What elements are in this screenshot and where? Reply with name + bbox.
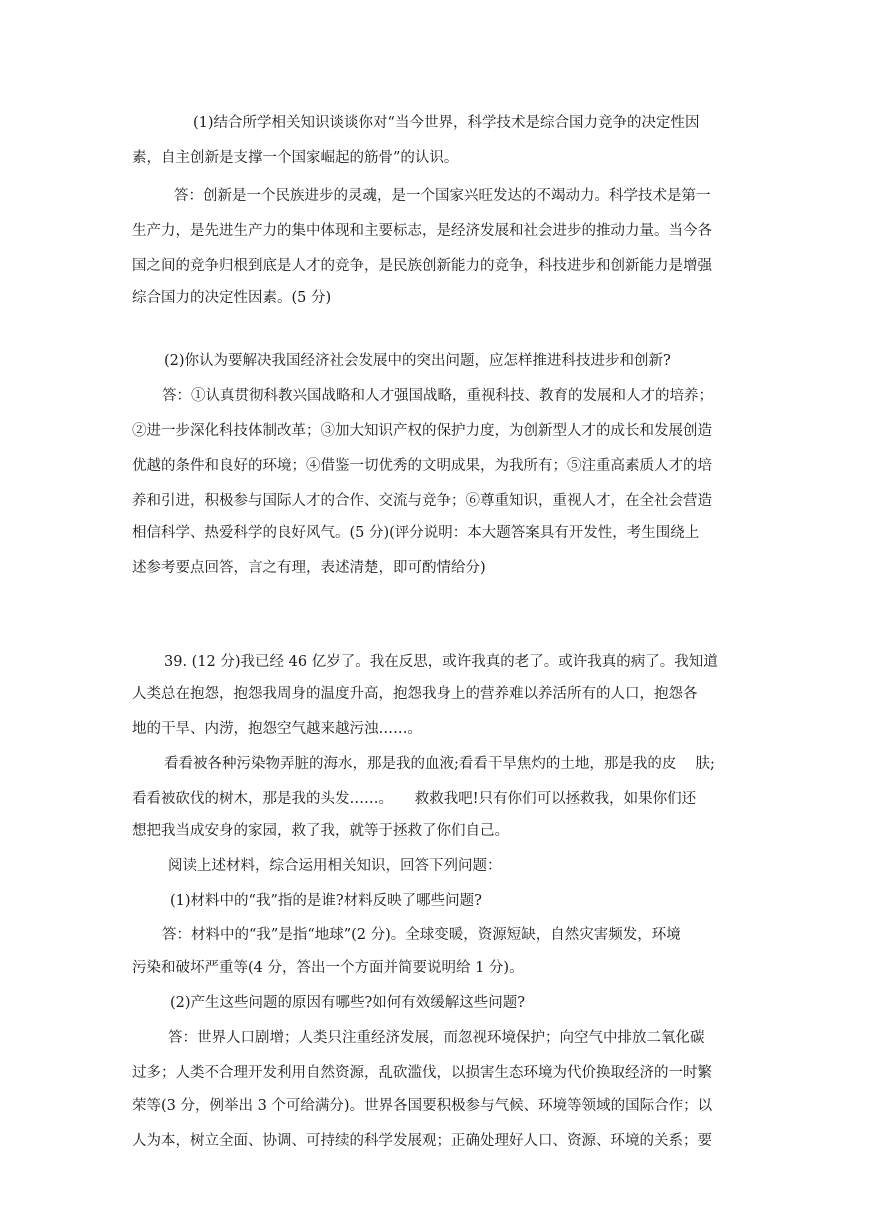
answer-2-2-line-4: 人为本，树立全面、协调、可持续的科学发展观；正确处理好人口、资源、环境的关系；要 — [132, 1133, 712, 1149]
answer-1-2-line-5: 相信科学、热爱科学的良好风气。(5 分)(评分说明：本大题答案具有开发性，考生围绕上 — [132, 525, 700, 541]
answer-1-1-line-1: 答：创新是一个民族进步的灵魂，是一个国家兴旺发达的不竭动力。科学技术是第一 — [174, 188, 711, 204]
answer-1-1-line-3: 国之间的竞争归根到底是人才的竞争，是民族创新能力的竞争，科技进步和创新能力是增强 — [132, 258, 712, 274]
answer-1-2-line-3: 优越的条件和良好的环境；④借鉴一切优秀的文明成果，为我所有；⑤注重高素质人才的培 — [132, 458, 712, 474]
answer-2-2-line-2: 过多；人类不合理开发利用自然资源，乱砍滥伐，以损害生态环境为代价换取经济的一时繁 — [132, 1065, 712, 1081]
material-line-4: 看看被各种污染物弄脏的海水，那是我的血液;看看干旱焦灼的土地，那是我的皮 肤; — [164, 756, 715, 772]
question-2-1: (1)材料中的“我”指的是谁?材料反映了哪些问题? — [170, 893, 482, 909]
question-1-1-line-2: 素，自主创新是支撑一个国家崛起的筋骨”的认识。 — [132, 150, 459, 166]
answer-2-1-line-2: 污染和破坏严重等(4 分，答出一个方面并简要说明给 1 分)。 — [132, 960, 524, 976]
material-line-2: 人类总在抱怨，抱怨我周身的温度升高，抱怨我身上的营养难以养活所有的人口，抱怨各 — [132, 686, 698, 702]
answer-1-2-line-4: 养和引进，积极参与国际人才的合作、交流与竞争；⑥尊重知识，重视人才，在全社会营造 — [132, 493, 712, 509]
answer-1-2-line-1: 答：①认真贯彻科教兴国战略和人才强国战略，重视科技、教育的发展和人才的培养； — [162, 388, 713, 404]
question-1-1-line-1: (1)结合所学相关知识谈谈你对“当今世界，科学技术是综合国力竞争的决定性因 — [193, 115, 700, 131]
material-line-6: 想把我当成安身的家园，救了我，就等于拯救了你们自己。 — [132, 823, 509, 839]
answer-1-2-line-2: ②进一步深化科技体制改革；③加大知识产权的保护力度，为创新型人才的成长和发展创造 — [132, 423, 712, 439]
material-line-5: 看看被砍伐的树木，那是我的头发……。 救救我吧!只有你们可以拯救我，如果你们还 — [132, 791, 697, 807]
answer-2-2-line-1: 答：世界人口剧增；人类只注重经济发展，而忽视环境保护；向空气中排放二氧化碳 — [168, 1030, 705, 1046]
answer-1-2-line-6: 述参考要点回答，言之有理，表述清楚，即可酌情给分) — [132, 560, 486, 576]
question-1-2: (2)你认为要解决我国经济社会发展中的突出问题，应怎样推进科技进步和创新? — [164, 353, 671, 369]
question-2-2: (2)产生这些问题的原因有哪些?如何有效缓解这些问题? — [170, 995, 526, 1011]
answer-2-2-line-3: 荣等(3 分，例举出 3 个可给满分)。世界各国要积极参与气候、环境等领域的国际合作；以 — [132, 1098, 713, 1114]
answer-1-1-line-4: 综合国力的决定性因素。(5 分) — [132, 290, 332, 306]
material-line-1: 39. (12 分)我已经 46 亿岁了。我在反思，或许我真的老了。或许我真的病了。我知道 — [164, 654, 718, 670]
instruction-text: 阅读上述材料，综合运用相关知识，回答下列问题： — [168, 858, 502, 874]
answer-2-1-line-1: 答：材料中的“我”是指“地球”(2 分)。全球变暖，资源短缺，自然灾害频发，环境 — [162, 927, 681, 943]
material-line-3: 地的干旱、内涝，抱怨空气越来越污浊……。 — [132, 721, 422, 737]
answer-1-1-line-2: 生产力，是先进生产力的集中体现和主要标志，是经济发展和社会进步的推动力量。当今各 — [132, 223, 712, 239]
